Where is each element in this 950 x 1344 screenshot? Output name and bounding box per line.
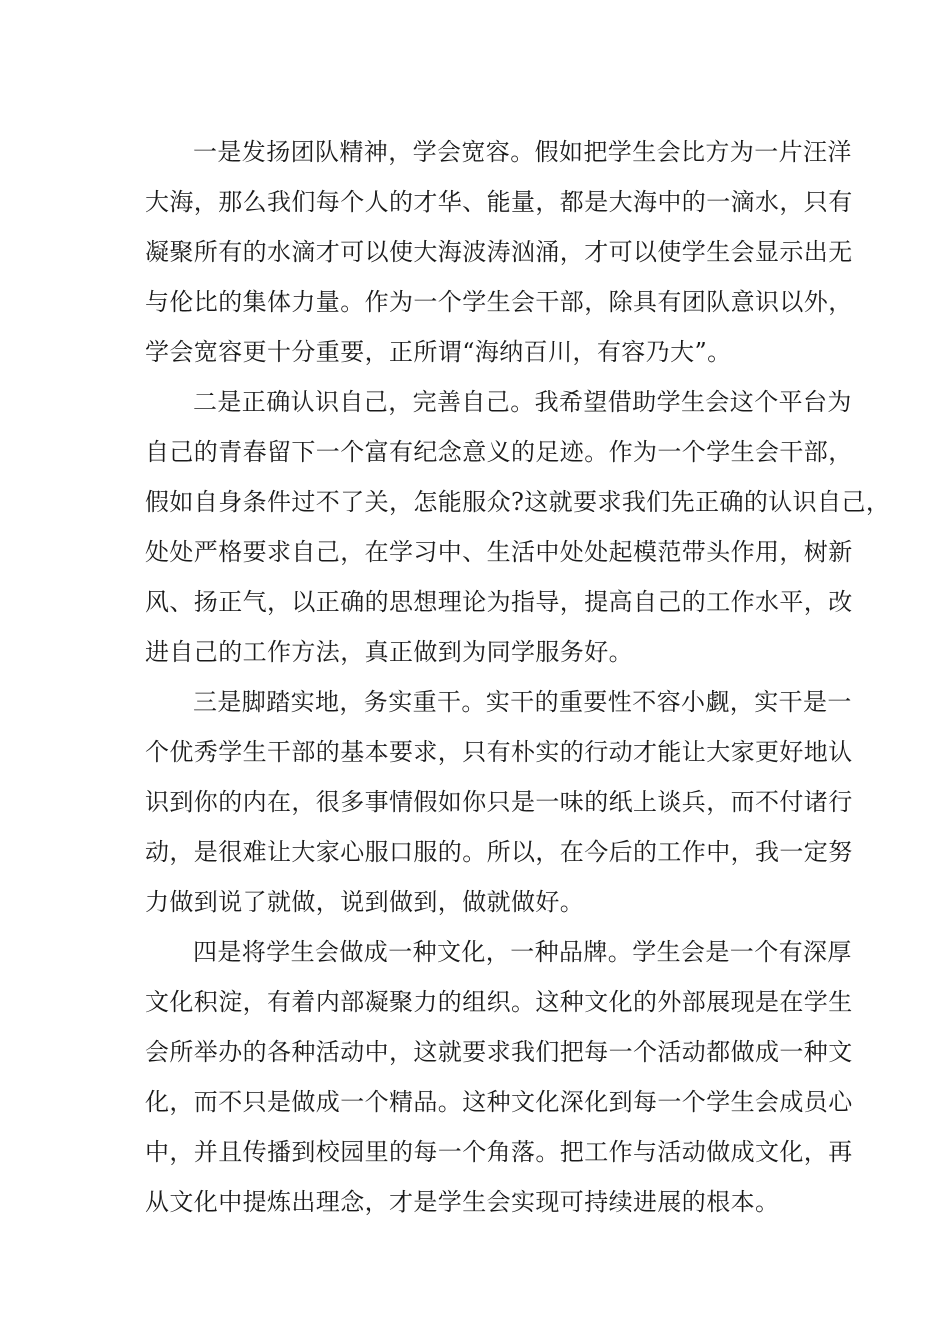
paragraph-4-line-4: 化，而不只是做成一个精品。这种文化深化到每一个学生会成员心 bbox=[145, 1088, 853, 1116]
paragraph-4-line-5: 中，并且传播到校园里的每一个角落。把工作与活动做成文化，再 bbox=[145, 1138, 853, 1166]
paragraph-2-line-3: 假如自身条件过不了关，怎能服众?这就要求我们先正确的认识自己， bbox=[145, 488, 891, 516]
paragraph-3-line-5: 力做到说了就做，说到做到，做就做好。 bbox=[145, 888, 585, 916]
paragraph-1-line-4: 与伦比的集体力量。作为一个学生会干部，除具有团队意识以外， bbox=[145, 288, 853, 316]
paragraph-4-line-3: 会所举办的各种活动中，这就要求我们把每一个活动都做成一种文 bbox=[145, 1038, 853, 1066]
paragraph-3-line-2: 个优秀学生干部的基本要求，只有朴实的行动才能让大家更好地认 bbox=[145, 738, 853, 766]
paragraph-1-line-1: 一是发扬团队精神，学会宽容。假如把学生会比方为一片汪洋 bbox=[193, 138, 852, 166]
paragraph-3-line-3: 识到你的内在，很多事情假如你只是一味的纸上谈兵，而不付诸行 bbox=[145, 788, 853, 816]
paragraph-4-line-6: 从文化中提炼出理念，才是学生会实现可持续进展的根本。 bbox=[145, 1188, 780, 1216]
paragraph-4-line-1: 四是将学生会做成一种文化，一种品牌。学生会是一个有深厚 bbox=[193, 938, 852, 966]
paragraph-2-line-5: 风、扬正气，以正确的思想理论为指导，提高自己的工作水平，改 bbox=[145, 588, 853, 616]
paragraph-3-line-4: 动，是很难让大家心服口服的。所以，在今后的工作中，我一定努 bbox=[145, 838, 853, 866]
paragraph-1-line-2: 大海，那么我们每个人的才华、能量，都是大海中的一滴水，只有 bbox=[145, 188, 853, 216]
paragraph-2-line-2: 自己的青春留下一个富有纪念意义的足迹。作为一个学生会干部， bbox=[145, 438, 853, 466]
paragraph-1-line-3: 凝聚所有的水滴才可以使大海波涛汹涌，才可以使学生会显示出无 bbox=[145, 238, 853, 266]
paragraph-3-line-1: 三是脚踏实地，务实重干。实干的重要性不容小觑，实干是一 bbox=[193, 688, 852, 716]
paragraph-1-line-5: 学会宽容更十分重要，正所谓“海纳百川，有容乃大”。 bbox=[145, 338, 732, 366]
paragraph-2-line-1: 二是正确认识自己，完善自己。我希望借助学生会这个平台为 bbox=[193, 388, 852, 416]
paragraph-4-line-2: 文化积淀，有着内部凝聚力的组织。这种文化的外部展现是在学生 bbox=[145, 988, 853, 1016]
paragraph-2-line-6: 进自己的工作方法，真正做到为同学服务好。 bbox=[145, 638, 633, 666]
paragraph-2-line-4: 处处严格要求自己，在学习中、生活中处处起模范带头作用，树新 bbox=[145, 538, 853, 566]
